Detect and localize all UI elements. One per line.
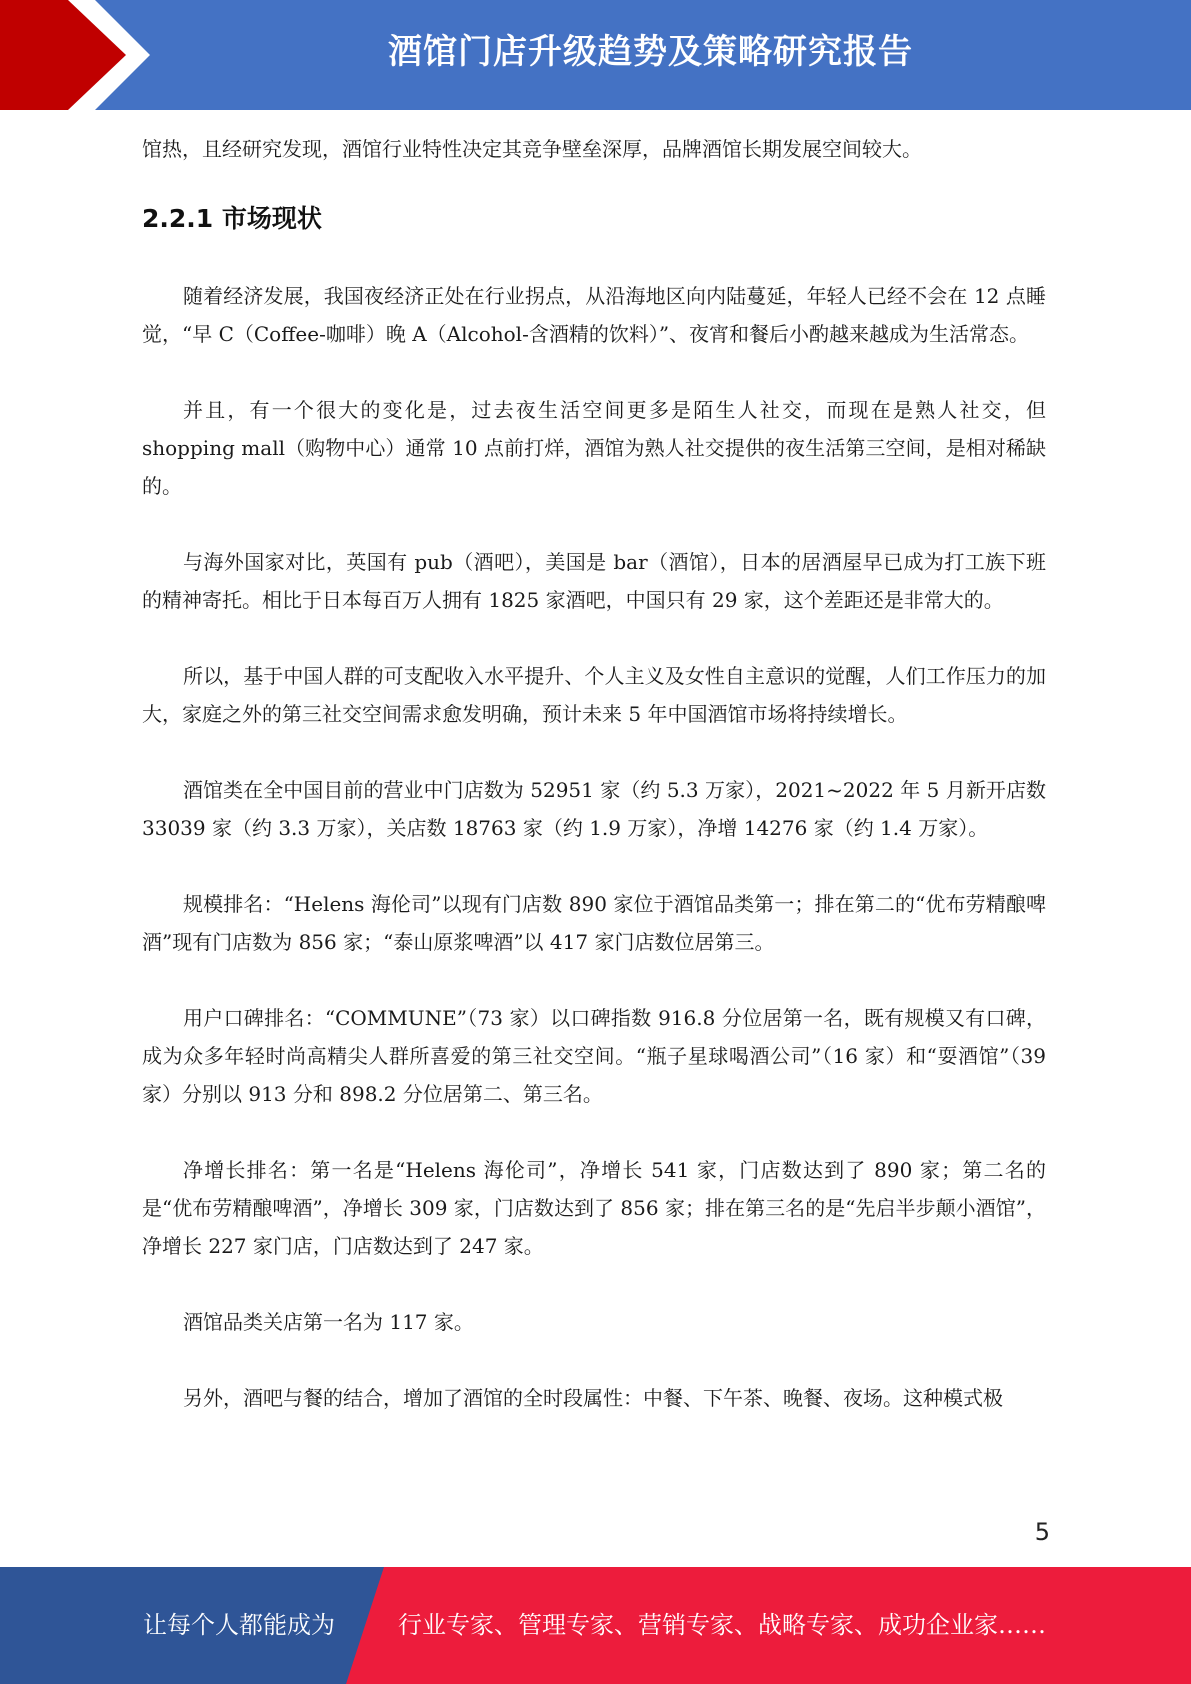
- footer-slogan-right: 行业专家、管理专家、营销专家、战略专家、成功企业家……: [398, 1611, 1046, 1639]
- footer-slogan-left: 让每个人都能成为: [143, 1611, 335, 1639]
- lead-paragraph: 馆热，且经研究发现，酒馆行业特性决定其竞争壁垒深厚，品牌酒馆长期发展空间较大。: [142, 137, 922, 161]
- body-paragraph: 所以，基于中国人群的可支配收入水平提升、个人主义及女性自主意识的觉醒，人们工作压力的加大，家庭之外的第三社交空间需求愈发明确，预计未来 5 年中国酒馆市场将持续增长。: [142, 664, 1046, 726]
- body-paragraph: 与海外国家对比，英国有 pub（酒吧），美国是 bar（酒馆），日本的居酒屋早已成为打工族下班的精神寄托。相比于日本每百万人拥有 1825 家酒吧，中国只有 29 家，这个差距还是非常大的。: [142, 550, 1046, 612]
- body-paragraph: 并且，有一个很大的变化是，过去夜生活空间更多是陌生人社交，而现在是熟人社交，但 shopping mall（购物中心）通常 10 点前打烊，酒馆为熟人社交提供的夜生活第三空间，是相对稀缺的。: [142, 398, 1046, 498]
- page-header: [0, 0, 1191, 110]
- section-heading: 2.2.1 市场现状: [142, 204, 322, 233]
- body-paragraph: 酒馆类在全中国目前的营业中门店数为 52951 家（约 5.3 万家），2021~2022 年 5 月新开店数 33039 家（约 3.3 万家），关店数 18763 家（约 1.9 万家），净增 14276 家（约 1.4 万家）。: [142, 778, 1046, 840]
- body-paragraph: 用户口碑排名：“COMMUNE”（73 家）以口碑指数 916.8 分位居第一名，既有规模又有口碑，成为众多年轻时尚高精尖人群所喜爱的第三社交空间。“瓶子星球喝酒公司”（16 家）和“耍酒馆”（39 家）分别以 913 分和 898.2 分位居第二、第三名。: [142, 1006, 1046, 1106]
- body-paragraph: 酒馆品类关店第一名为 117 家。: [183, 1310, 474, 1334]
- body-paragraph: 净增长排名：第一名是“Helens 海伦司”，净增长 541 家，门店数达到了 890 家；第二名的是“优布劳精酿啤酒”，净增长 309 家，门店数达到了 856 家；排在第三名的是“先启半步颠小酒馆”，净增长 227 家门店，门店数达到了 247 家。: [142, 1158, 1046, 1258]
- page-number: 5: [1034, 1518, 1050, 1546]
- body-paragraph: 随着经济发展，我国夜经济正处在行业拐点，从沿海地区向内陆蔓延，年轻人已经不会在 12 点睡觉，“早 C（Coffee-咖啡）晚 A（Alcohol-含酒精的饮料）”、夜宵和餐后小酌越来越成为生活常态。: [142, 284, 1046, 346]
- body-paragraph: 规模排名：“Helens 海伦司”以现有门店数 890 家位于酒馆品类第一；排在第二的“优布劳精酿啤酒”现有门店数为 856 家；“泰山原浆啤酒”以 417 家门店数位居第三。: [142, 892, 1046, 954]
- report-title: 酒馆门店升级趋势及策略研究报告: [388, 32, 913, 72]
- page-footer: [0, 1567, 1191, 1684]
- page-body: [142, 130, 1046, 1417]
- body-paragraph: 另外，酒吧与餐的结合，增加了酒馆的全时段属性：中餐、下午茶、晚餐、夜场。这种模式极: [183, 1386, 1003, 1410]
